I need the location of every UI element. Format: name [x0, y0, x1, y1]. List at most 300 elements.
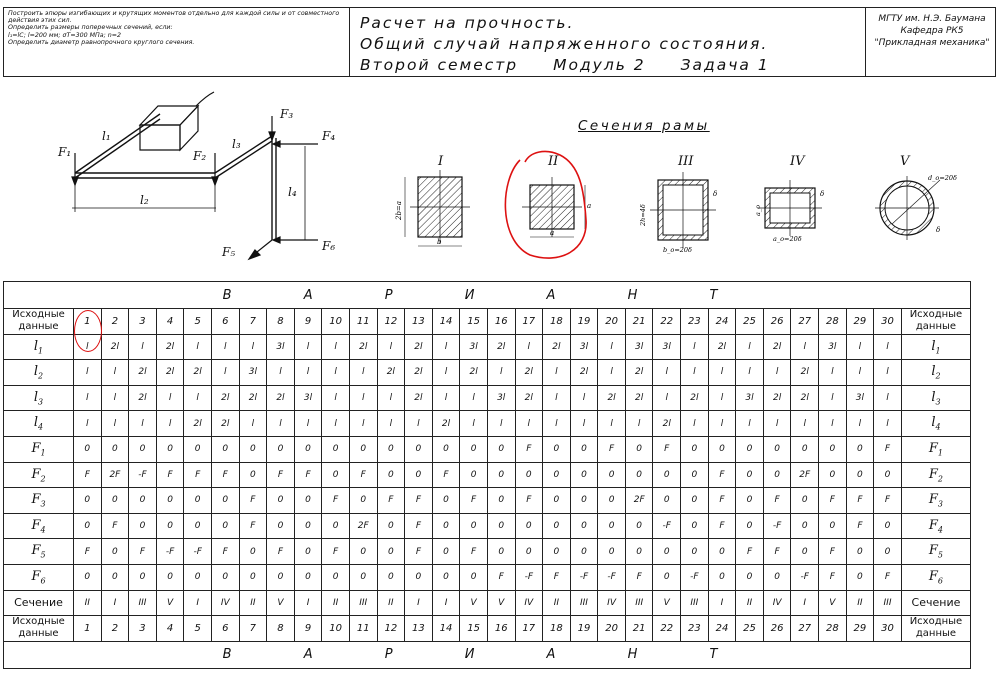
- table-cell: V: [156, 590, 184, 616]
- table-cell: 0: [377, 564, 405, 590]
- length-label-l3: l₃: [232, 137, 241, 151]
- table-cell: 2l: [211, 411, 239, 437]
- row-symbol-letter: l: [33, 389, 39, 405]
- table-cell: l: [598, 334, 626, 360]
- table-cell: 0: [432, 539, 460, 565]
- table-cell: 0: [432, 513, 460, 539]
- variant-number: 14: [432, 616, 460, 642]
- table-cell: 0: [736, 462, 764, 488]
- table-cell: -F: [156, 539, 184, 565]
- table-cell: l: [377, 334, 405, 360]
- table-cell: l: [267, 411, 295, 437]
- force-label-f1: F₁: [58, 145, 72, 159]
- table-cell: l: [763, 411, 791, 437]
- table-cell: l: [791, 334, 819, 360]
- table-cell: 0: [294, 539, 322, 565]
- variant-number: 4: [156, 616, 184, 642]
- table-cell: l: [211, 334, 239, 360]
- instruction-line: l₁=lС; l=200 мм; σT=300 МПа; n=2: [8, 31, 122, 39]
- variant-number: 10: [322, 309, 350, 335]
- row-symbol-index: 5: [937, 550, 944, 560]
- variant-number: 24: [708, 309, 736, 335]
- table-cell: l: [846, 360, 874, 386]
- table-cell: 2l: [156, 360, 184, 386]
- table-cell: V: [487, 590, 515, 616]
- table-cell: 0: [377, 462, 405, 488]
- table-cell: 0: [653, 488, 681, 514]
- table-cell: 0: [791, 513, 819, 539]
- table-cell: 0: [184, 488, 212, 514]
- row-symbol: [901, 411, 970, 437]
- table-row: [4, 385, 971, 411]
- table-cell: 0: [515, 513, 543, 539]
- table-cell: 2l: [487, 334, 515, 360]
- variant-number: 26: [763, 309, 791, 335]
- table-cell: III: [349, 590, 377, 616]
- row-symbol-letter: l: [33, 364, 39, 380]
- variant-number-row: [4, 616, 971, 642]
- table-cell: 0: [184, 564, 212, 590]
- force-label-f4: F₄: [322, 129, 336, 143]
- table-cell: F: [625, 564, 653, 590]
- header-frame: [3, 7, 996, 77]
- row-symbol-letter: F: [31, 543, 41, 559]
- section-1-shape: [395, 170, 470, 246]
- table-cell: 0: [349, 488, 377, 514]
- table-cell: l: [708, 360, 736, 386]
- row-symbol-index: 4: [937, 525, 944, 535]
- table-cell: 0: [184, 513, 212, 539]
- table-cell: 0: [211, 513, 239, 539]
- table-cell: F: [708, 488, 736, 514]
- table-cell: 3l: [487, 385, 515, 411]
- variant-number: 2: [101, 309, 129, 335]
- table-cell: 0: [681, 513, 709, 539]
- row-symbol-letter: l: [931, 364, 936, 380]
- table-cell: -F: [763, 513, 791, 539]
- table-cell: l: [211, 360, 239, 386]
- row-symbol-letter: l: [931, 415, 936, 431]
- table-cell: 0: [570, 436, 598, 462]
- table-cell: F: [487, 564, 515, 590]
- section-2-side-dim: a: [550, 229, 555, 237]
- table-cell: 3l: [819, 334, 847, 360]
- row-symbol-index: 4: [40, 525, 46, 535]
- table-cell: 0: [681, 462, 709, 488]
- table-cell: F: [708, 462, 736, 488]
- table-cell: 0: [708, 564, 736, 590]
- table-cell: F: [74, 539, 102, 565]
- variant-number: 19: [570, 309, 598, 335]
- table-cell: F: [405, 539, 433, 565]
- table-cell: 0: [598, 488, 626, 514]
- variant-number: 18: [543, 616, 571, 642]
- table-cell: 0: [349, 564, 377, 590]
- frame-diagram: [0, 78, 360, 278]
- row-symbol-letter: F: [31, 568, 41, 584]
- table-cell: F: [874, 564, 902, 590]
- table-cell: 0: [874, 539, 902, 565]
- table-cell: l: [460, 411, 488, 437]
- table-cell: 0: [763, 462, 791, 488]
- table-cell: 0: [405, 564, 433, 590]
- table-cell: 0: [736, 488, 764, 514]
- table-cell: 0: [349, 436, 377, 462]
- table-cell: 0: [681, 488, 709, 514]
- table-cell: l: [184, 334, 212, 360]
- table-cell: 0: [681, 436, 709, 462]
- variants-table: [3, 281, 971, 669]
- title-line: [360, 55, 798, 76]
- table-cell: F: [653, 436, 681, 462]
- variant-number: 28: [819, 616, 847, 642]
- variant-number: 20: [598, 309, 626, 335]
- table-cell: F: [239, 488, 267, 514]
- table-cell: 0: [322, 513, 350, 539]
- table-cell: l: [267, 360, 295, 386]
- variant-number: 25: [736, 309, 764, 335]
- table-cell: 0: [211, 436, 239, 462]
- table-cell: 0: [874, 513, 902, 539]
- variant-number: 11: [349, 616, 377, 642]
- variant-header-row: [4, 282, 971, 309]
- table-cell: 3l: [267, 334, 295, 360]
- table-cell: F: [874, 488, 902, 514]
- variant-number: 23: [681, 616, 709, 642]
- row-symbol-index: 4: [935, 422, 941, 432]
- table-cell: 2l: [129, 385, 157, 411]
- table-cell: 0: [211, 564, 239, 590]
- table-cell: 0: [487, 539, 515, 565]
- table-cell: l: [239, 334, 267, 360]
- table-cell: III: [625, 590, 653, 616]
- variant-header-row: [4, 641, 971, 668]
- table-cell: 0: [736, 513, 764, 539]
- section-numeral-4: IV: [790, 154, 805, 169]
- table-cell: 0: [267, 436, 295, 462]
- table-cell: 0: [377, 539, 405, 565]
- section-numeral-1: I: [438, 154, 444, 169]
- table-cell: II: [543, 590, 571, 616]
- table-cell: 0: [460, 513, 488, 539]
- table-cell: F: [267, 539, 295, 565]
- table-cell: l: [377, 411, 405, 437]
- table-cell: 0: [543, 436, 571, 462]
- variant-number: 13: [405, 309, 433, 335]
- table-cell: l: [874, 360, 902, 386]
- row-symbol-letter: F: [31, 492, 41, 508]
- table-cell: 0: [377, 436, 405, 462]
- table-cell: l: [487, 411, 515, 437]
- table-cell: l: [791, 411, 819, 437]
- institution-block: [872, 13, 992, 49]
- table-cell: I: [294, 590, 322, 616]
- table-cell: 0: [681, 539, 709, 565]
- row-symbol-letter: l: [33, 415, 39, 431]
- table-cell: F: [156, 462, 184, 488]
- row-symbol: [901, 513, 970, 539]
- row-symbol-index: 2: [935, 371, 941, 381]
- institution-line: МГТУ им. Н.Э. Баумана: [878, 14, 986, 24]
- table-cell: l: [625, 411, 653, 437]
- row-label-input-data: Исходные данные: [4, 616, 74, 642]
- table-cell: 0: [101, 539, 129, 565]
- table-cell: l: [129, 334, 157, 360]
- table-cell: 0: [598, 539, 626, 565]
- row-symbol-letter: F: [928, 440, 938, 456]
- table-cell: II: [736, 590, 764, 616]
- row-symbol-letter: F: [928, 517, 938, 533]
- table-cell: 0: [874, 462, 902, 488]
- table-cell: III: [681, 590, 709, 616]
- table-cell: -F: [681, 564, 709, 590]
- table-cell: 2l: [708, 334, 736, 360]
- table-cell: III: [874, 590, 902, 616]
- table-cell: 0: [101, 564, 129, 590]
- variant-number: 1: [74, 309, 102, 335]
- table-cell: 0: [791, 539, 819, 565]
- table-cell: 2l: [101, 334, 129, 360]
- table-cell: 2l: [515, 385, 543, 411]
- table-cell: F: [267, 462, 295, 488]
- table-cell: 0: [74, 564, 102, 590]
- table-row: [4, 539, 971, 565]
- table-cell: F: [211, 539, 239, 565]
- variant-number: 21: [625, 309, 653, 335]
- table-cell: 0: [763, 436, 791, 462]
- table-cell: l: [377, 385, 405, 411]
- variant-label: В А Р И А Н Т: [4, 641, 971, 668]
- table-cell: V: [460, 590, 488, 616]
- table-cell: 0: [598, 513, 626, 539]
- table-cell: -F: [791, 564, 819, 590]
- variant-number: 16: [487, 616, 515, 642]
- table-cell: 2l: [129, 360, 157, 386]
- table-cell: -F: [653, 513, 681, 539]
- table-cell: l: [874, 334, 902, 360]
- table-cell: 0: [432, 436, 460, 462]
- title-line: Расчет на прочность.: [360, 14, 575, 32]
- table-cell: -F: [515, 564, 543, 590]
- variant-number-row: [4, 309, 971, 335]
- force-label-f3: F₃: [280, 107, 294, 121]
- table-cell: 2l: [515, 360, 543, 386]
- table-cell: 2l: [763, 385, 791, 411]
- table-row: [4, 564, 971, 590]
- variant-number: 30: [874, 616, 902, 642]
- table-cell: l: [763, 360, 791, 386]
- table-cell: 2l: [432, 411, 460, 437]
- table-cell: F: [515, 488, 543, 514]
- table-cell: F: [763, 488, 791, 514]
- table-cell: F: [460, 488, 488, 514]
- table-cell: 0: [570, 488, 598, 514]
- table-cell: l: [460, 385, 488, 411]
- table-cell: IV: [211, 590, 239, 616]
- row-symbol-index: 6: [40, 576, 46, 586]
- table-cell: l: [74, 385, 102, 411]
- table-cell: 0: [129, 436, 157, 462]
- table-cell: l: [681, 360, 709, 386]
- table-cell: 0: [74, 436, 102, 462]
- table-cell: l: [708, 385, 736, 411]
- variant-label: В А Р И А Н Т: [4, 282, 971, 309]
- row-symbol: [4, 564, 74, 590]
- table-cell: IV: [515, 590, 543, 616]
- table-cell: F: [239, 513, 267, 539]
- table-cell: F: [432, 462, 460, 488]
- table-cell: 0: [294, 564, 322, 590]
- table-cell: l: [487, 360, 515, 386]
- table-cell: l: [349, 385, 377, 411]
- table-cell: 2l: [763, 334, 791, 360]
- variant-number: 3: [129, 616, 157, 642]
- table-cell: 0: [819, 462, 847, 488]
- table-cell: 0: [460, 436, 488, 462]
- section-2-side-dim: a: [587, 202, 592, 210]
- table-cell: 2l: [460, 360, 488, 386]
- row-symbol-letter: F: [928, 543, 938, 559]
- table-cell: F: [294, 462, 322, 488]
- table-cell: l: [819, 360, 847, 386]
- table-cell: 0: [349, 539, 377, 565]
- variant-number: 15: [460, 309, 488, 335]
- table-cell: 0: [405, 436, 433, 462]
- table-cell: 0: [570, 539, 598, 565]
- table-cell: 0: [736, 564, 764, 590]
- table-cell: 2l: [156, 334, 184, 360]
- table-cell: -F: [184, 539, 212, 565]
- table-cell: 0: [101, 488, 129, 514]
- table-cell: l: [322, 411, 350, 437]
- institution-line: Кафедра РК5: [900, 26, 964, 36]
- section-5-diameter-dim: d_o=20δ: [928, 174, 957, 182]
- table-cell: l: [736, 360, 764, 386]
- section-numeral-2: II: [548, 154, 559, 169]
- table-cell: 2F: [101, 462, 129, 488]
- instruction-line: действия этих сил.: [8, 17, 72, 25]
- table-cell: l: [129, 411, 157, 437]
- table-cell: 0: [294, 513, 322, 539]
- variant-number: 18: [543, 309, 571, 335]
- table-cell: 0: [625, 539, 653, 565]
- table-cell: 3l: [570, 334, 598, 360]
- table-cell: l: [846, 334, 874, 360]
- variant-number: 17: [515, 616, 543, 642]
- table-cell: 0: [239, 436, 267, 462]
- table-cell: l: [708, 411, 736, 437]
- table-cell: 0: [708, 539, 736, 565]
- row-symbol-letter: F: [928, 466, 938, 482]
- table-cell: 0: [487, 488, 515, 514]
- table-cell: l: [819, 411, 847, 437]
- variant-number: 29: [846, 616, 874, 642]
- table-cell: 2l: [267, 385, 295, 411]
- length-label-l1: l₁: [102, 129, 111, 143]
- row-symbol-letter: F: [928, 568, 938, 584]
- length-label-l2: l₂: [140, 193, 149, 207]
- table-cell: 0: [846, 539, 874, 565]
- table-cell: l: [184, 385, 212, 411]
- variant-number: 11: [349, 309, 377, 335]
- table-cell: l: [681, 411, 709, 437]
- table-cell: F: [129, 539, 157, 565]
- table-cell: 0: [625, 462, 653, 488]
- table-cell: l: [322, 360, 350, 386]
- variant-number: 7: [239, 309, 267, 335]
- table-cell: l: [294, 411, 322, 437]
- row-symbol: [901, 488, 970, 514]
- section-1-height-dim: 2b=a: [395, 201, 403, 220]
- table-cell: F: [184, 462, 212, 488]
- force-label-f5: F₅: [222, 245, 236, 259]
- table-cell: 3l: [653, 334, 681, 360]
- table-cell: l: [846, 411, 874, 437]
- table-cell: 0: [322, 462, 350, 488]
- table-cell: l: [598, 360, 626, 386]
- row-symbol: [901, 436, 970, 462]
- section-4-thickness-dim: δ: [820, 190, 825, 198]
- section-numeral-5: V: [900, 154, 910, 169]
- table-cell: 0: [239, 539, 267, 565]
- table-cell: -F: [598, 564, 626, 590]
- table-cell: F: [460, 539, 488, 565]
- variant-number: 22: [653, 616, 681, 642]
- table-cell: 0: [819, 436, 847, 462]
- table-cell: l: [598, 411, 626, 437]
- table-row: [4, 411, 971, 437]
- table-cell: 0: [653, 462, 681, 488]
- row-label-section: Сечение: [901, 590, 970, 616]
- row-symbol-letter: F: [31, 466, 41, 482]
- table-cell: 0: [736, 436, 764, 462]
- table-cell: F: [598, 436, 626, 462]
- section-1-width-dim: b: [437, 238, 442, 246]
- table-cell: 2l: [184, 411, 212, 437]
- variant-number: 6: [211, 309, 239, 335]
- table-cell: l: [432, 385, 460, 411]
- table-cell: l: [405, 411, 433, 437]
- table-cell: 0: [543, 513, 571, 539]
- variant-number: 6: [211, 616, 239, 642]
- variant-number: 27: [791, 616, 819, 642]
- table-cell: 2l: [681, 385, 709, 411]
- sheet-title: [360, 13, 798, 76]
- table-cell: I: [184, 590, 212, 616]
- table-cell: I: [708, 590, 736, 616]
- table-cell: 2l: [625, 385, 653, 411]
- table-cell: F: [74, 462, 102, 488]
- row-symbol: [4, 488, 74, 514]
- table-cell: 0: [653, 539, 681, 565]
- table-cell: F: [515, 436, 543, 462]
- section-5-thickness-dim: δ: [936, 226, 941, 234]
- table-cell: l: [322, 334, 350, 360]
- table-row: [4, 513, 971, 539]
- table-cell: F: [874, 436, 902, 462]
- row-symbol-index: 3: [38, 397, 44, 407]
- table-cell: F: [211, 462, 239, 488]
- table-cell: 0: [74, 513, 102, 539]
- variant-number: 7: [239, 616, 267, 642]
- variant-number: 16: [487, 309, 515, 335]
- row-symbol-index: 3: [40, 499, 46, 509]
- table-cell: -F: [129, 462, 157, 488]
- row-symbol-letter: l: [931, 338, 936, 354]
- table-cell: I: [791, 590, 819, 616]
- table-cell: 0: [156, 513, 184, 539]
- table-cell: 0: [846, 564, 874, 590]
